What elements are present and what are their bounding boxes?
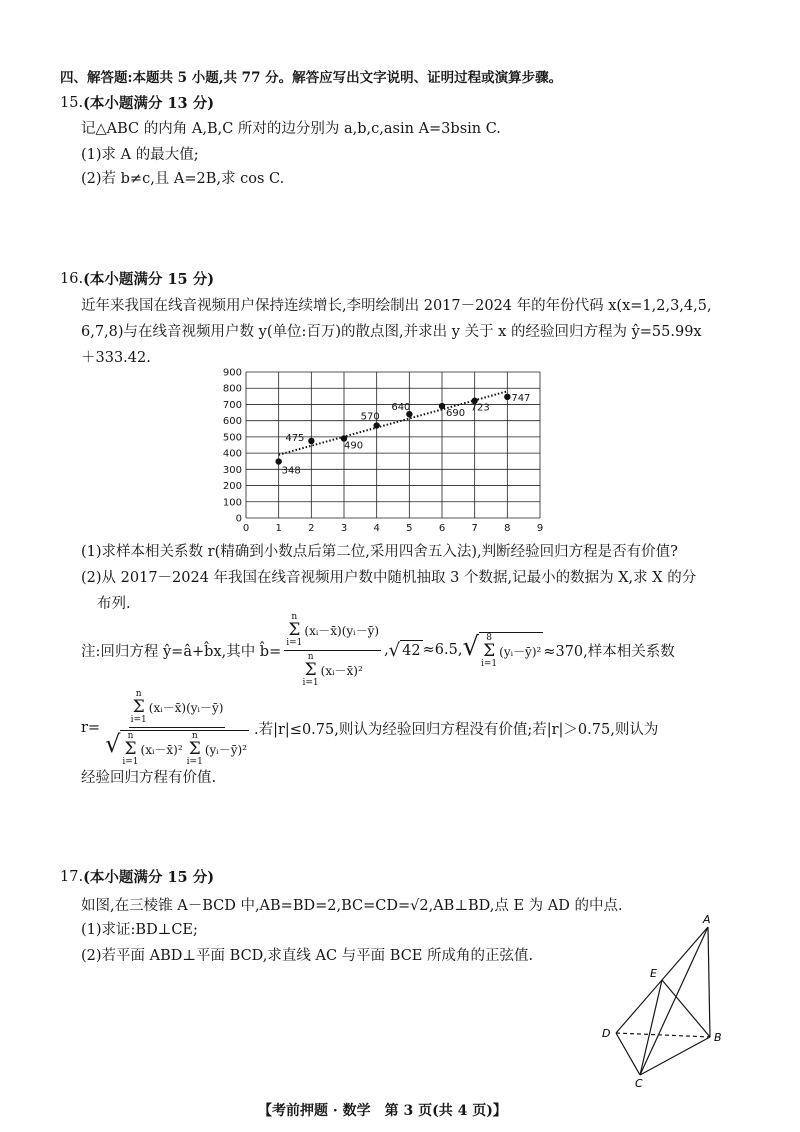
edge-ec: [640, 980, 662, 1075]
page-footer: 【考前押题 · 数学 第 3 页(共 4 页)】: [258, 1103, 507, 1119]
y-tick-label: 0: [235, 513, 242, 525]
q16-part1: (1)求样本相关系数 r(精确到小数点后第二位,采用四舍五入法),判断经验回归方程是否有价值?: [81, 544, 678, 560]
r-den-b: (yᵢ－ȳ)²: [204, 742, 247, 757]
tetrahedron-figure: [590, 915, 730, 1090]
x-tick-label: 0: [242, 523, 250, 534]
edge-ab: [708, 927, 710, 1037]
approx-370: ≈370,样本相关系数: [543, 643, 675, 660]
label-d: D: [602, 1027, 611, 1040]
note-formula-line: 注:回归方程 ŷ=â+b̂x,其中 b̂= n Σ i=1 (xᵢ－x̄)(yᵢ－ȳ) n Σ i=1 (xᵢ－x̄)² , √ 42 ≈6.5, √ 8 Σ i=1 (yᵢ－ȳ)² ≈370,样本相关系数: [81, 611, 675, 688]
data-label: 690: [446, 408, 466, 420]
data-label: 570: [360, 411, 380, 423]
x-tick-label: 7: [471, 523, 478, 534]
y-tick-label: 700: [222, 399, 242, 411]
x-tick-label: 4: [373, 523, 380, 534]
q17-header: [60, 866, 214, 887]
note-rule-line2: 经验回归方程有价值.: [81, 770, 217, 786]
edge-ac: [640, 927, 708, 1075]
x-tick-label: 8: [504, 523, 511, 534]
data-label: 475: [285, 432, 305, 444]
scatter-chart: [212, 366, 552, 534]
x-tick-label: 6: [438, 523, 446, 534]
q15-part2: (2)若 b≠c,且 A=2B,求 cos C.: [81, 171, 285, 187]
q17-part2: (2)若平面 ABD⊥平面 BCD,求直线 AC 与平面 BCE 所成角的正弦值.: [81, 948, 534, 964]
x-tick-label: 5: [406, 523, 413, 534]
y-tick-label: 200: [222, 481, 242, 493]
q17-number: 17.: [60, 868, 84, 885]
note-lead: 注:回归方程 ŷ=â+b̂x,其中 b̂=: [81, 643, 282, 660]
q15-header: [60, 92, 214, 113]
label-a: A: [703, 915, 711, 926]
q15-score: (本小题满分 13 分): [83, 95, 215, 112]
sum-symbol: n Σ i=1: [302, 651, 319, 688]
sum-symbol: n Σ i=1: [286, 611, 303, 648]
q16-stem-line3: ＋333.42.: [81, 350, 151, 366]
sqrt-42: √ 42: [388, 639, 421, 661]
q17-part1: (1)求证:BD⊥CE;: [81, 922, 198, 938]
r-fraction: n Σ i=1 (xᵢ－x̄)(yᵢ－ȳ) √ n Σ i=1 (xᵢ－x̄)² n Σ i=1 (yᵢ－ȳ)²: [105, 688, 247, 767]
r-lead: r=: [81, 720, 101, 736]
b-hat-fraction: [284, 613, 381, 688]
edge-db-hidden: [616, 1033, 710, 1037]
q16-stem-line2: 6,7,8)与在线音视频用户数 y(单位:百万)的散点图,并求出 y 关于 x 的经验回归方程为 ŷ=55.99x: [81, 324, 702, 340]
label-e: E: [650, 967, 657, 980]
edge-eb: [662, 980, 710, 1037]
y-tick-label: 800: [222, 383, 242, 395]
data-point: [373, 422, 379, 428]
data-label: 747: [511, 392, 531, 404]
q15-number: 15.: [60, 94, 84, 111]
q15-stem: 记△ABC 的内角 A,B,C 所对的边分别为 a,b,c,asin A=3bsin C.: [81, 121, 501, 137]
q17-stem: 如图,在三棱锥 A－BCD 中,AB=BD=2,BC=CD=√2,AB⊥BD,点 E 为 AD 的中点.: [81, 898, 623, 914]
q17-score: (本小题满分 15 分): [83, 869, 215, 886]
r-den-a: (xᵢ－x̄)²: [140, 742, 183, 757]
edge-cb: [640, 1037, 710, 1075]
data-label: 348: [281, 465, 301, 477]
note-r-line: [81, 688, 659, 767]
data-label: 640: [391, 402, 411, 414]
y-tick-label: 400: [222, 448, 242, 460]
b-denominator: (xᵢ－x̄)²: [320, 663, 363, 678]
q16-score: (本小题满分 15 分): [83, 271, 215, 288]
q16-header: [60, 268, 214, 289]
q15-part1: (1)求 A 的最大值;: [81, 147, 199, 163]
sqrt-sum-y: √ 8 Σ i=1 (yᵢ－ȳ)²: [462, 631, 542, 669]
x-tick-label: 3: [340, 523, 348, 534]
r-numerator: (xᵢ－x̄)(yᵢ－ȳ): [148, 700, 224, 715]
approx-65: ≈6.5,: [422, 642, 463, 658]
label-b: B: [714, 1031, 722, 1044]
label-c: C: [635, 1077, 643, 1090]
y-tick-label: 600: [222, 416, 242, 428]
data-label: 723: [470, 402, 490, 414]
q16-stem-line1: 近年来我国在线音视频用户保持连续增长,李明绘制出 2017－2024 年的年份代码 x(x=1,2,3,4,5,: [81, 298, 712, 314]
y-tick-label: 500: [222, 432, 242, 444]
data-point: [504, 394, 510, 400]
data-point: [275, 458, 281, 464]
x-tick-label: 1: [275, 523, 282, 534]
x-tick-label: 2: [308, 523, 315, 534]
q16-number: 16.: [60, 270, 84, 287]
y-tick-label: 300: [222, 464, 242, 476]
x-tick-label: 9: [536, 523, 544, 534]
y-tick-label: 100: [222, 497, 242, 509]
edge-dc: [616, 1033, 640, 1075]
data-point: [439, 403, 445, 409]
r-rule: .若|r|≤0.75,则认为经验回归方程没有价值;若|r|＞0.75,则认为: [253, 721, 659, 738]
data-label: 490: [344, 440, 364, 452]
q16-part2-line1: (2)从 2017－2024 年我国在线音视频用户数中随机抽取 3 个数据,记最小的数据为 X,求 X 的分: [81, 570, 697, 586]
section-heading: 四、解答题:本题共 5 小题,共 77 分。解答应写出文字说明、证明过程或演算步骤。: [60, 70, 563, 86]
b-numerator: (xᵢ－x̄)(yᵢ－ȳ): [304, 623, 380, 638]
y-tick-label: 900: [222, 367, 242, 379]
data-point: [308, 438, 314, 444]
q16-part2-line2: 布列.: [97, 596, 131, 612]
